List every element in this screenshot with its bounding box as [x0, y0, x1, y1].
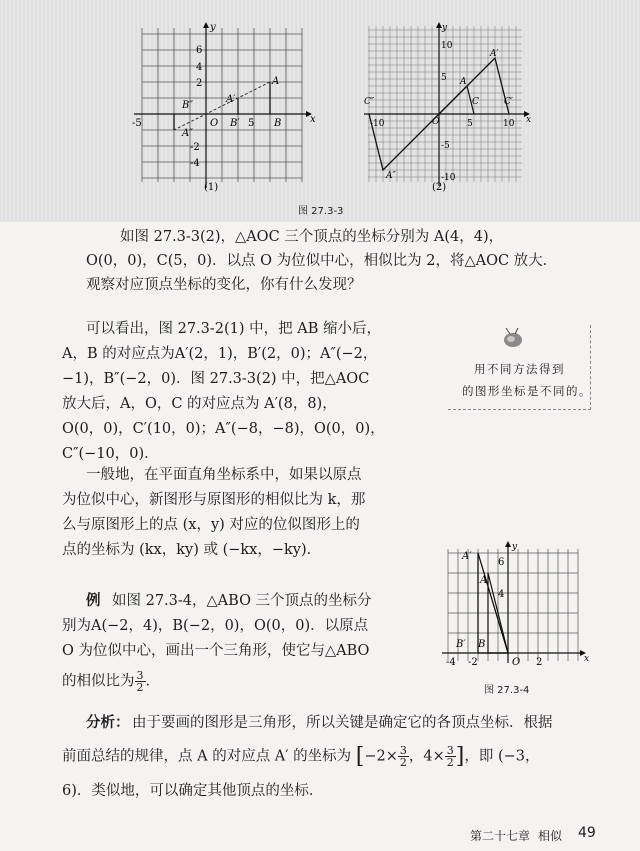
figure-27-3-3-2 — [362, 22, 532, 197]
fraction-numerator: 3 — [399, 744, 407, 757]
point-label-a: A — [460, 77, 467, 87]
paragraph-line: 观察对应顶点坐标的变化，你有什么发现？ — [86, 277, 362, 293]
tick-label: -2 — [190, 142, 200, 153]
origin-label: O — [512, 657, 521, 668]
axis-label-y: y — [210, 22, 216, 33]
origin-label: O — [210, 118, 219, 129]
text-fragment: 前面总结的规律，点 A 的对应点 A′ 的坐标为 — [62, 748, 352, 765]
paragraph-line: 6)．类似地，可以确定其他顶点的坐标． — [62, 783, 324, 799]
triangle-a1b1o — [478, 553, 508, 653]
tick-label: 4 — [196, 62, 203, 73]
paragraph-line: 么与原图形上的点 (x，y) 对应的位似图形上的 — [62, 517, 360, 533]
paragraph-line: 如图 27.3-4，△ABO 三个顶点的坐标分 — [112, 593, 372, 609]
footer-chapter: 第二十七章 — [470, 829, 531, 843]
text-fragment: ，即 (−3， — [464, 748, 540, 765]
point-label-b2: B″ — [182, 100, 194, 111]
side-note-line: 的图形坐标是不同的。 — [462, 384, 592, 398]
tick-label: 5 — [248, 118, 255, 129]
point-label-a1: A′ — [490, 49, 499, 59]
tick-label: 5 — [467, 119, 473, 129]
page-number: 49 — [578, 825, 596, 841]
fraction-denominator: 2 — [399, 756, 407, 769]
paragraph-line: 由于要画的图形是三角形，所以关键是确定它的各顶点坐标．根据 — [132, 715, 553, 731]
figure-27-3-4 — [438, 543, 590, 671]
paragraph-line: A，B 的对应点为A′(2，1)，B′(2，0)；A″(−2， — [62, 346, 378, 362]
point-label-b1: B′ — [456, 639, 466, 650]
figure-sublabel: (1) — [204, 182, 219, 193]
point-label-c: C — [472, 97, 479, 107]
fraction — [398, 745, 409, 768]
point-label-b: B — [274, 118, 282, 129]
tick-label: 6 — [498, 557, 505, 568]
point-label-a2: A″ — [182, 128, 193, 139]
paragraph-line: 别为A(−2，4)，B(−2，0)，O(0，0)．以原点 — [62, 618, 369, 634]
side-note-line: 用不同方法得到 — [474, 362, 565, 376]
tick-label: 4 — [498, 589, 505, 600]
figure-27-3-3-1 — [130, 22, 315, 197]
point-label-a1: A′ — [226, 94, 236, 105]
paragraph-line: O(0，0)，C′(10，0)；A″(−8，−8)，O(0，0)， — [62, 421, 385, 437]
text-fragment: 的相似比为 — [62, 673, 135, 690]
paragraph-line: 点的坐标为 (kx，ky) 或 (−kx，−ky)． — [62, 542, 322, 558]
paragraph-line: O 为位似中心，画出一个三角形，使它与△ABO — [62, 643, 370, 659]
analysis-label: 分析： — [86, 715, 130, 731]
tick-label: 2 — [196, 78, 203, 89]
point-label-b1: B′ — [230, 118, 240, 129]
tick-label: -10 — [441, 173, 456, 183]
axis-label-y: y — [442, 23, 448, 33]
fraction-denominator: 2 — [446, 756, 454, 769]
axis-label-x: x — [526, 115, 532, 125]
paragraph-line: 如图 27.3-3(2)，△AOC 三个顶点的坐标分别为 A(4，4)， — [120, 229, 504, 245]
tick-label: -4 — [446, 657, 456, 668]
tick-label: 5 — [441, 73, 447, 83]
paragraph-line: C″(−10，0)． — [62, 446, 159, 462]
paragraph-line: 一般地，在平面直角坐标系中，如果以原点 — [86, 467, 362, 483]
tick-label: -2 — [468, 657, 478, 668]
text-fragment: ． — [145, 673, 160, 690]
footer-section: 相似 — [538, 829, 563, 843]
fraction — [445, 745, 456, 768]
axis-label-x: x — [584, 654, 590, 664]
text-fragment: −2× — [364, 748, 398, 765]
fraction-numerator: 3 — [446, 744, 454, 757]
point-label-c2: C″ — [364, 97, 375, 107]
tick-label: -5 — [441, 141, 450, 151]
tick-label: 10 — [441, 41, 453, 51]
paragraph-line: −1)，B″(−2，0)．图 27.3-3(2) 中，把△AOC — [62, 371, 370, 387]
text-fragment: ，4× — [408, 748, 445, 765]
tick-label: -4 — [190, 158, 200, 169]
paragraph-line — [62, 670, 160, 694]
tick-label: -10 — [370, 119, 385, 129]
axis-label-x: x — [310, 114, 316, 125]
paragraph-line: 为位似中心，新图形与原图形的相似比为 k，那 — [62, 492, 366, 508]
point-label-a2: A″ — [386, 171, 396, 181]
point-label-a: A — [272, 76, 280, 87]
tick-label: 2 — [536, 657, 543, 668]
point-label-a: A — [480, 575, 488, 586]
tick-label: 10 — [503, 119, 515, 129]
origin-label: O — [432, 117, 440, 127]
figure-caption: 图 27.3-3 — [298, 206, 344, 217]
point-label-a1: A′ — [462, 551, 472, 562]
point-label-c1: C′ — [504, 97, 513, 107]
point-label-b: B — [478, 639, 486, 650]
fraction-denominator: 2 — [136, 681, 144, 694]
figure-sublabel: (2) — [432, 182, 447, 193]
fraction-numerator: 3 — [136, 669, 144, 682]
axis-label-y: y — [512, 542, 518, 552]
fraction — [135, 670, 146, 693]
figure-caption: 图 27.3-4 — [484, 685, 530, 696]
side-note — [448, 325, 591, 410]
paragraph-line: O(0，0)，C(5，0)．以点 O 为位似中心，相似比为 2，将△AOC 放大． — [86, 253, 558, 269]
tick-label: -5 — [132, 118, 142, 129]
example-label: 例 — [86, 593, 101, 609]
tick-label: 6 — [196, 45, 203, 56]
bug-icon — [500, 325, 526, 351]
figure-band — [0, 0, 640, 222]
paragraph-line: 放大后，A，O，C 的对应点为 A′(8，8)， — [62, 396, 337, 412]
paragraph-line: 前面总结的规律，点 A 的对应点 A′ 的坐标为 [−2× $\frac{3}{2}$ ，4× $\frac{3}{2}$ ]，即 (−3， — [62, 744, 540, 769]
paragraph-line: 可以看出，图 27.3-2(1) 中，把 AB 缩小后， — [86, 321, 382, 337]
